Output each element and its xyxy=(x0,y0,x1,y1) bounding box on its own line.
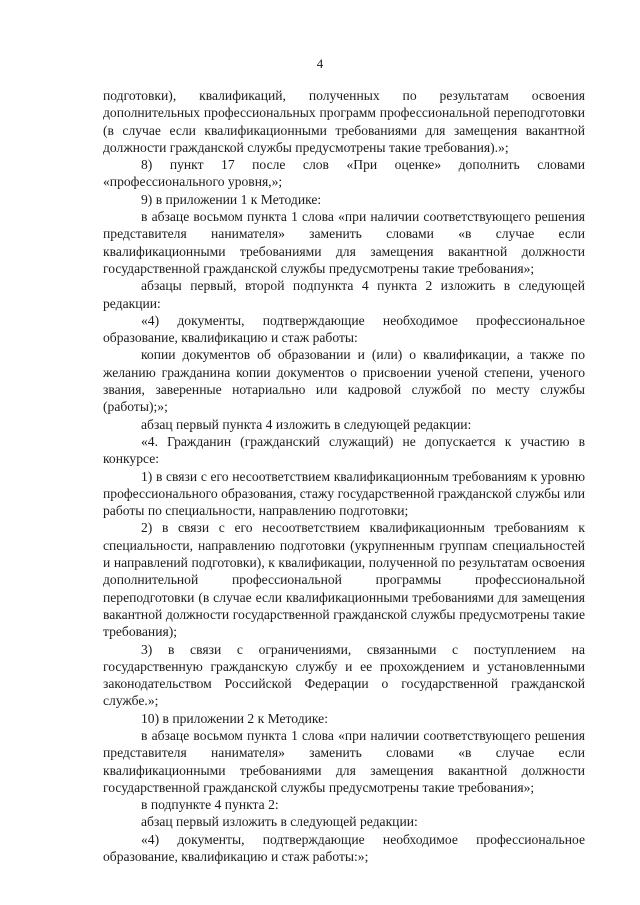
paragraph: «4) документы, подтверждающие необходимое профессиональное образование, квалификацию и стаж работы:»; xyxy=(103,831,585,865)
paragraph: абзац первый изложить в следующей редакции: xyxy=(141,814,418,830)
paragraph: в подпункте 4 пункта 2: xyxy=(141,797,279,813)
paragraph: 3) в связи с ограничениями, связанными с поступлением на государственную гражданскую службу и ее прохождением и установленными законодательством Российской Федерации о государственной гражданской службе.»; xyxy=(103,641,585,709)
document-body xyxy=(103,87,585,865)
paragraph: 2) в связи с его несоответствием квалификационным требованиям к специальности, направлению подготовки (укрупненным группам специальностей и направлений подготовки), к квалификации, полученной по результатам освоения дополнительной профессиональной программы профессиональной переподготовки (в случае если квалификационными требованиями для замещения вакантной должности государственной гражданской службы предусмотрены такие требования); xyxy=(103,520,585,640)
paragraph: 8) пункт 17 после слов «При оценке» дополнить словами «профессионального уровня,»; xyxy=(103,157,585,190)
paragraph: 1) в связи с его несоответствием квалификационным требованиям к уровню профессионального образования, стажу государственной гражданской службы или работы по специальности, направлению подготовки; xyxy=(103,468,585,519)
paragraph: в абзаце восьмом пункта 1 слова «при наличии соответствующего решения представителя нанимателя» заменить словами «в случае если квалификационными требованиями для замещения вакантной должности государственной гражданской службы предусмотрены такие требования»; xyxy=(103,209,585,276)
paragraph: 10) в приложении 2 к Методике: xyxy=(141,710,328,726)
paragraph: подготовки), квалификаций, полученных по результатам освоения дополнительных профессиональных программ профессиональной переподготовки (в случае если квалификационными требованиями для замещения вакантной должности гражданской службы предусмотрены такие требования).»; xyxy=(103,88,585,155)
paragraph: 9) в приложении 1 к Методике: xyxy=(141,191,322,207)
paragraph: абзацы первый, второй подпункта 4 пункта 2 изложить в следующей редакции: xyxy=(103,278,585,311)
paragraph: «4. Гражданин (гражданский служащий) не допускается к участию в конкурсе: xyxy=(103,433,585,467)
paragraph: в абзаце восьмом пункта 1 слова «при наличии соответствующего решения представителя нанимателя» заменить словами «в случае если квалификационными требованиями для замещения вакантной должности государственной гражданской службы предусмотрены такие требования»; xyxy=(103,727,585,795)
page-number: 4 xyxy=(316,56,324,71)
paragraph: абзац первый пункта 4 изложить в следующей редакции: xyxy=(141,416,472,432)
paragraph: копии документов об образовании и (или) о квалификации, а также по желанию гражданина копии документов о присвоении ученой степени, ученого звания, заверенные нотариально или кадровой службой по месту службы (работы);»; xyxy=(103,347,585,415)
paragraph: «4) документы, подтверждающие необходимое профессиональное образование, квалификацию и стаж работы: xyxy=(103,312,585,346)
